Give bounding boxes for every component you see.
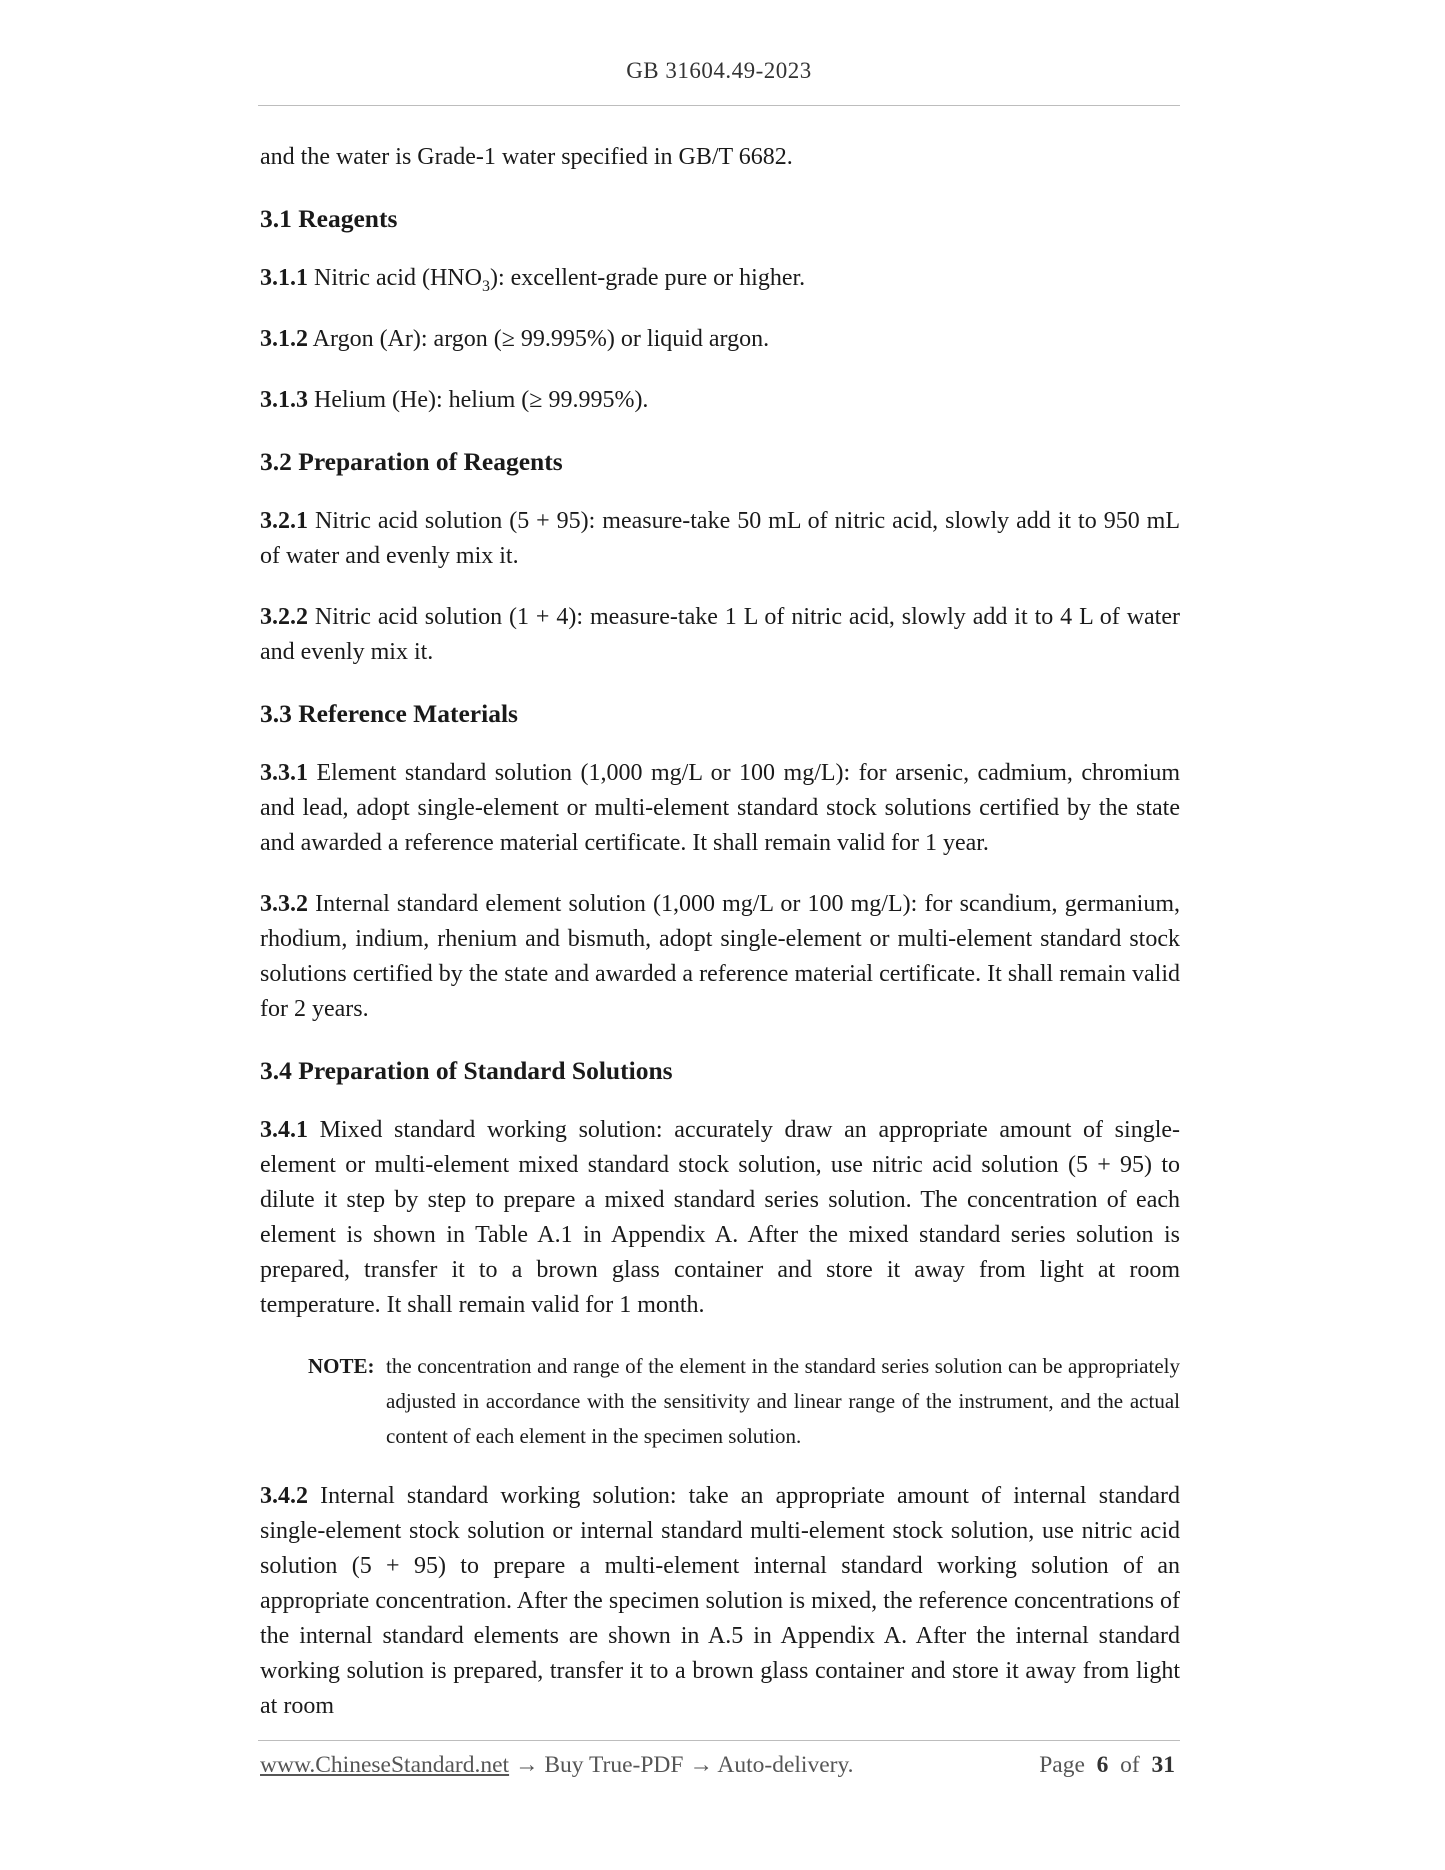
clause-number: 3.4.2: [260, 1483, 308, 1509]
clause-3-1-2: [260, 322, 1180, 357]
clause-text-tail: ): excellent-grade pure or higher.: [489, 265, 806, 291]
current-page-number: 6: [1096, 1752, 1109, 1778]
total-pages-number: 31: [1151, 1752, 1175, 1778]
clause-number: 3.3.1: [260, 760, 308, 786]
clause-text: Helium (He): helium (≥ 99.995%).: [308, 387, 649, 413]
clause-number: 3.1.3: [260, 387, 308, 413]
clause-text: Argon (Ar): argon (≥ 99.995%) or liquid argon.: [308, 326, 770, 352]
clause-3-3-2: [260, 887, 1180, 1027]
intro-paragraph: and the water is Grade-1 water specified in GB/T 6682.: [260, 144, 793, 170]
header-divider: [258, 105, 1180, 106]
clause-text: Element standard solution (1,000 mg/L or 100 mg/L): for arsenic, cadmium, chromium and lead, adopt single-element or multi-element standard stock solutions certified by the state and awarded a reference material certificate. It shall remain valid for 1 year.: [260, 760, 1180, 856]
footer-promo: [260, 1752, 854, 1779]
clause-3-4-1: [260, 1113, 1180, 1323]
clause-text: Internal standard working solution: take an appropriate amount of internal standard single-element stock solution or internal standard multi-element stock solution, use nitric acid solution (5 + 95) to prepare a multi-element internal standard working solution of an appropriate concentration. After the specimen solution is mixed, the reference concentrations of the internal standard elements are shown in A.5 in Appendix A. After the internal standard working solution is prepared, transfer it to a brown glass container and store it away from light at room: [260, 1483, 1180, 1719]
clause-number: 3.1.1: [260, 265, 308, 291]
clause-text: Mixed standard working solution: accurately draw an appropriate amount of single-element or multi-element mixed standard stock solution, use nitric acid solution (5 + 95) to dilute it step by step to prepare a mixed standard series solution. The concentration of each element is shown in Table A.1 in Appendix A. After the mixed standard series solution is prepared, transfer it to a brown glass container and store it away from light at room temperature. It shall remain valid for 1 month.: [260, 1117, 1180, 1318]
clause-3-4-2: [260, 1479, 1180, 1724]
document-id-header: GB 31604.49-2023: [626, 58, 812, 83]
note-label: NOTE:: [308, 1354, 375, 1378]
clause-text: Nitric acid solution (5 + 95): measure-take 50 mL of nitric acid, slowly add it to 950 mL of water and evenly mix it.: [260, 508, 1180, 569]
of-word: of: [1120, 1752, 1140, 1778]
clause-3-1-1: [260, 261, 1180, 296]
document-body: [260, 140, 1180, 1750]
clause-3-2-2: [260, 600, 1180, 670]
page-word: Page: [1039, 1752, 1085, 1778]
note-block: [308, 1349, 1180, 1454]
section-heading-3-3: 3.3 Reference Materials: [260, 699, 518, 728]
clause-number: 3.4.1: [260, 1117, 308, 1143]
clause-number: 3.1.2: [260, 326, 308, 352]
clause-number: 3.2.2: [260, 604, 308, 630]
subscript: 3: [481, 277, 490, 295]
clause-3-3-1: [260, 756, 1180, 861]
page-indicator: [1039, 1752, 1175, 1779]
clause-text: Nitric acid (HNO: [308, 265, 482, 291]
clause-number: 3.3.2: [260, 891, 308, 917]
section-heading-3-2: 3.2 Preparation of Reagents: [260, 447, 563, 476]
footer-divider: [258, 1740, 1180, 1741]
clause-text: Internal standard element solution (1,000 mg/L or 100 mg/L): for scandium, germanium, rhodium, indium, rhenium and bismuth, adopt single-element or multi-element standard stock solutions certified by the state and awarded a reference material certificate. It shall remain valid for 2 years.: [260, 891, 1180, 1022]
clause-3-2-1: [260, 504, 1180, 574]
section-heading-3-1: 3.1 Reagents: [260, 204, 398, 233]
section-heading-3-4: 3.4 Preparation of Standard Solutions: [260, 1056, 673, 1085]
website-link[interactable]: www.ChineseStandard.net: [260, 1752, 510, 1778]
footer-promo-text: → Buy True-PDF → Auto-delivery.: [509, 1752, 854, 1778]
clause-text: Nitric acid solution (1 + 4): measure-take 1 L of nitric acid, slowly add it to 4 L of water and evenly mix it.: [260, 604, 1180, 665]
note-text: the concentration and range of the element in the standard series solution can be appropriately adjusted in accordance with the sensitivity and linear range of the instrument, and the actual content of each element in the specimen solution.: [386, 1354, 1180, 1448]
clause-3-1-3: [260, 383, 1180, 418]
clause-number: 3.2.1: [260, 508, 308, 534]
